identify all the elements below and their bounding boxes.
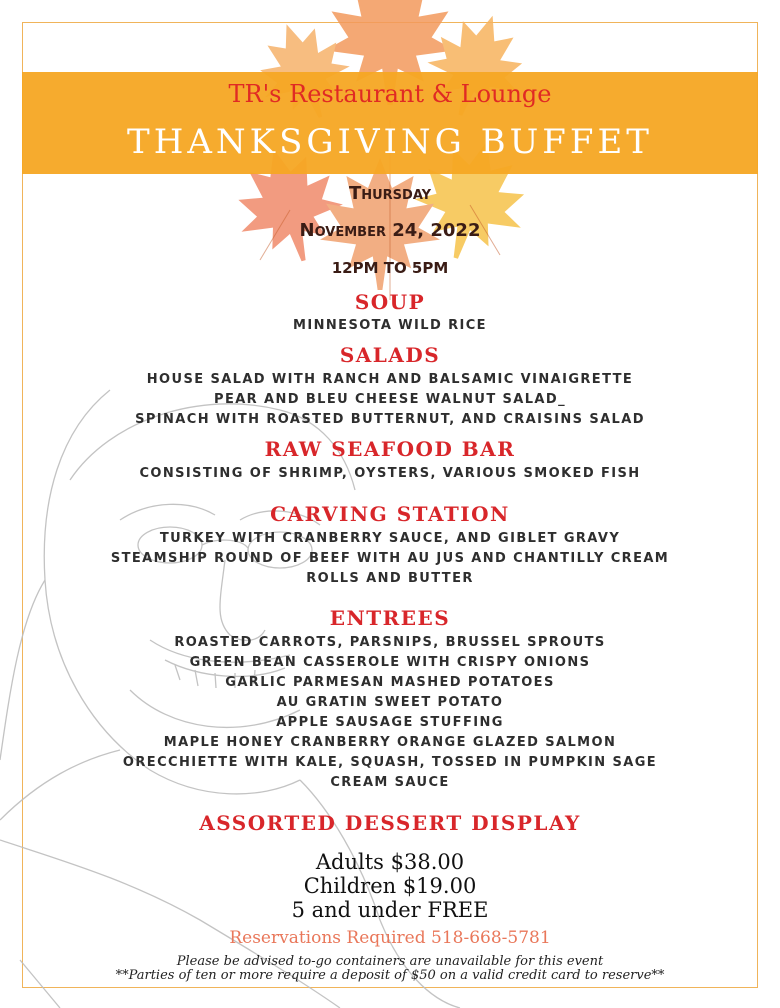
page-title: THANKSGIVING BUFFET [127, 122, 653, 162]
section-heading-carving: CARVING STATION [270, 502, 510, 526]
event-date: November 24, 2022 [299, 220, 481, 241]
menu-item: CONSISTING OF SHRIMP, OYSTERS, VARIOUS SMOKED FISH [139, 466, 641, 481]
menu-item: ORECCHIETTE WITH KALE, SQUASH, TOSSED IN PUMPKIN SAGE [122, 755, 658, 770]
price-under-five: 5 and under FREE [291, 898, 489, 922]
menu-item: STEAMSHIP ROUND OF BEEF WITH AU JUS AND CHANTILLY CREAM [110, 551, 670, 566]
section-heading-soup: SOUP [354, 290, 426, 314]
menu-item: GREEN BEAN CASSEROLE WITH CRISPY ONIONS [189, 655, 591, 670]
menu-item: HOUSE SALAD WITH RANCH AND BALSAMIC VINAIGRETTE [146, 372, 634, 387]
section-heading-seafood: RAW SEAFOOD BAR [264, 437, 516, 461]
section-heading-salads: SALADS [339, 343, 441, 367]
menu-item: PEAR AND BLEU CHEESE WALNUT SALAD_ [214, 392, 566, 407]
event-day: Thursday [348, 183, 432, 204]
menu-item: ROASTED CARROTS, PARSNIPS, BRUSSEL SPROUTS [174, 635, 606, 650]
menu-item: CREAM SAUCE [330, 775, 450, 790]
price-adults: Adults $38.00 [315, 850, 465, 874]
section-heading-entrees: ENTREES [329, 606, 451, 630]
menu-item: MINNESOTA WILD RICE [293, 318, 487, 333]
section-heading-dessert: ASSORTED DESSERT DISPLAY [199, 811, 581, 835]
menu-item: SPINACH WITH ROASTED BUTTERNUT, AND CRAISINS SALAD [135, 412, 645, 427]
event-time: 12PM TO 5PM [331, 259, 449, 277]
price-children: Children $19.00 [303, 874, 477, 898]
menu-item: GARLIC PARMESAN MASHED POTATOES [225, 675, 555, 690]
to-go-note: Please be advised to-go containers are unavailable for this event [176, 954, 604, 969]
menu-item: ROLLS AND BUTTER [306, 571, 474, 586]
menu-item: AU GRATIN SWEET POTATO [276, 695, 504, 710]
menu-item: TURKEY WITH CRANBERRY SAUCE, AND GIBLET GRAVY [159, 531, 621, 546]
reservations-info: Reservations Required 518-668-5781 [229, 928, 551, 948]
menu-item: MAPLE HONEY CRANBERRY ORANGE GLAZED SALMON [163, 735, 617, 750]
menu-item: APPLE SAUSAGE STUFFING [276, 715, 504, 730]
restaurant-name: TR's Restaurant & Lounge [228, 80, 552, 108]
deposit-note: **Parties of ten or more require a deposit of $50 on a valid credit card to reserve** [115, 968, 665, 983]
